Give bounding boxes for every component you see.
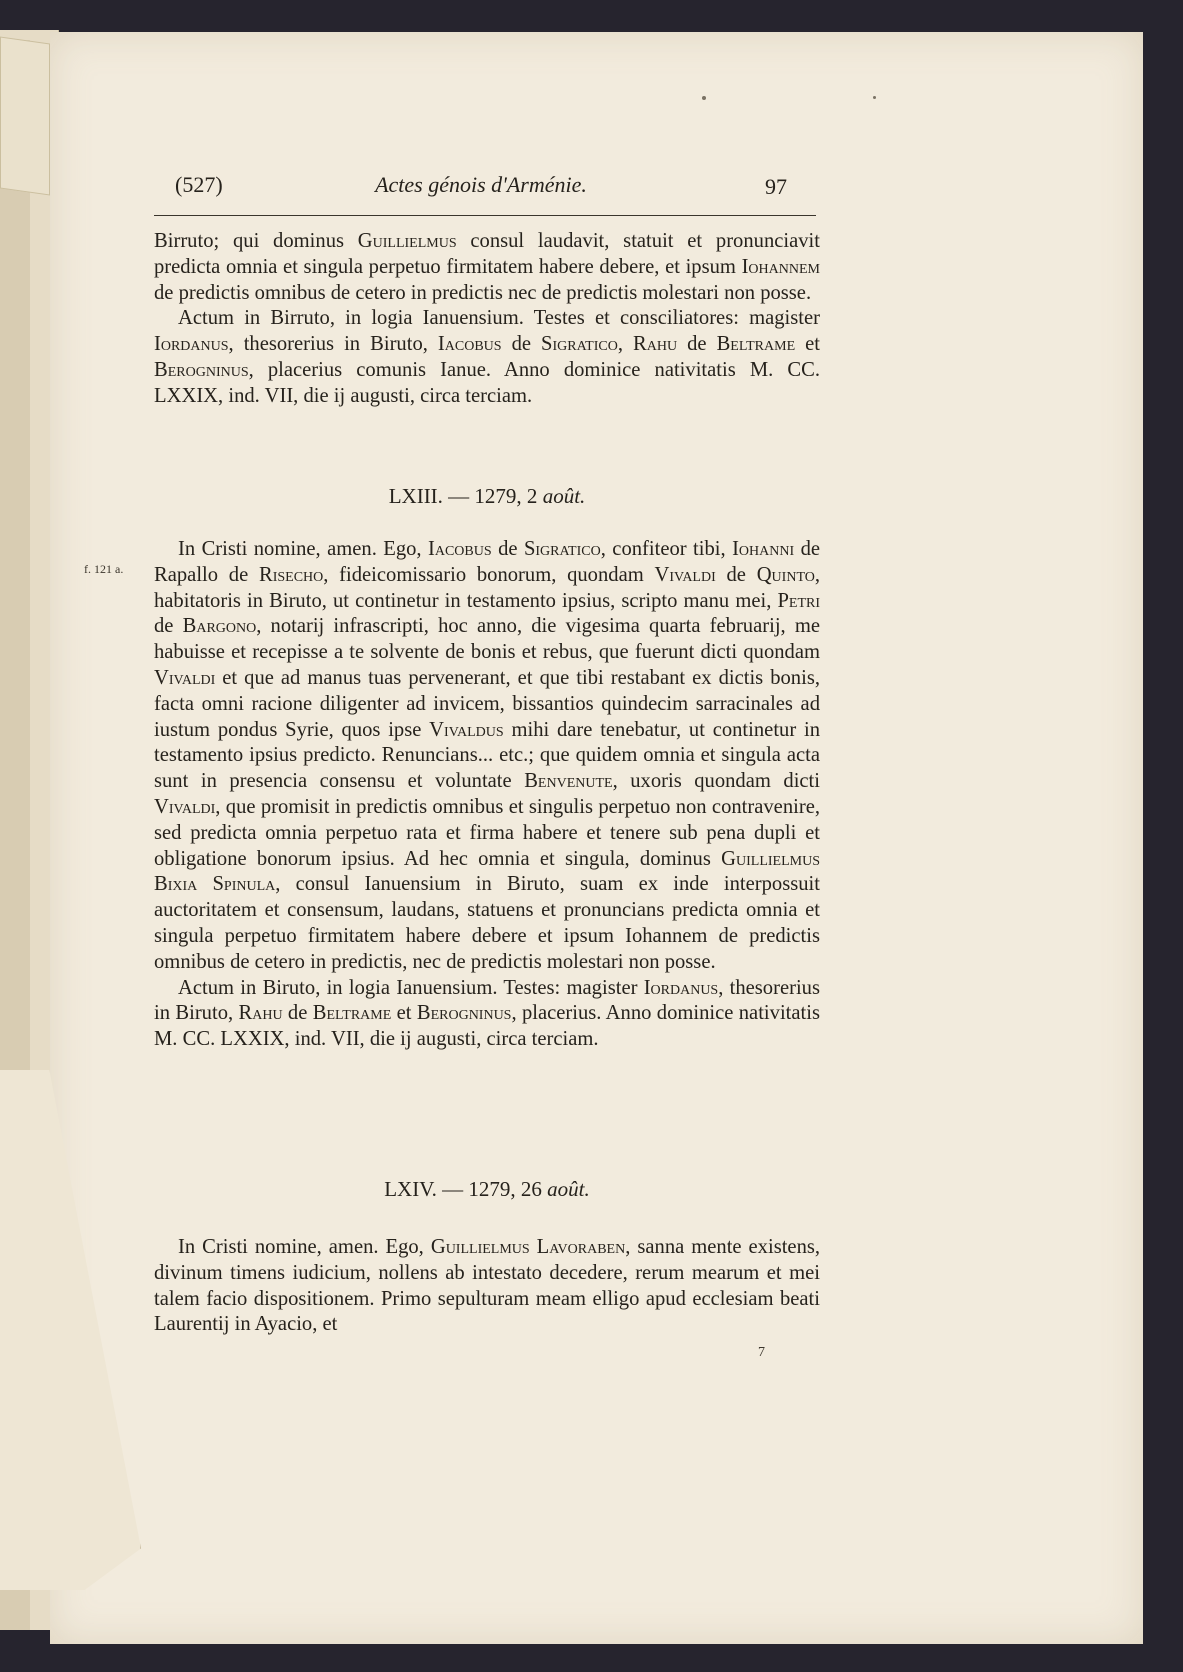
page-reference: (527) — [175, 172, 223, 197]
section-heading: LXIII. — 1279, 2 août. — [388, 484, 586, 508]
paragraph: In Cristi nomine, amen. Ego, Iacobus de Sigratico, confiteor tibi, Iohanni de Rapallo de Risecho, fideicomissario bonorum, quondam Vivaldi de Quinto, habitatoris in Biruto, ut continetur in testamento ipsius, scripto manu mei, Petri de Bargono, notarij infrascripti, hoc anno, die vigesima quarta februarij, me habuisse et recepisse a te solvente de bonis et rebus, que fuerunt dicti quondam Vivaldi et que ad manus tuas pervenerant, et que tibi restabant ex dictis bonis, facta omni racione diligenter ad invicem, bissantios quindecim sarracinales ad iustum pondus Syrie, quos ipse Vivaldus mihi dare tenebatur, ut continetur in testamento ipsius predicto. Renuncians... etc.; que quidem omnia et singula acta sunt in presencia consensu et voluntate Benvenute, uxoris quondam dicti Vivaldi, que promisit in predictis omnibus et singulis perpetuo non contravenire, sed predicta omnia perpetuo rata et firma habere et tenere sub pena dupli et obligatione bonorum ipsius. Ad hec omnia et singula, dominus Guillielmus Bixia Spinula, consul Ianuensium in Biruto, suam ex inde interpossuit auctoritatem et consensum, laudans, statuens et pronuncians predicta omnia et singula perpetuo firmitatem habere debere et ipsum Iohannem de predictis omnibus de cetero in predictis, nec de predictis molestari non posse. — [154, 538, 821, 973]
header-rule — [154, 215, 816, 216]
text-block-2 — [154, 537, 820, 1053]
signature-mark: 7 — [758, 1345, 765, 1360]
page-number: 97 — [765, 174, 787, 199]
text-block-3 — [154, 1235, 820, 1338]
paper-speck — [873, 96, 876, 99]
running-header — [175, 172, 787, 202]
margin-note: f. 121 a. — [84, 562, 124, 576]
text-block-1 — [154, 229, 820, 410]
paragraph: Actum in Biruto, in logia Ianuensium. Testes: magister Iordanus, thesorerius in Biruto, Rahu de Beltrame et Berogninus, placerius. Anno dominice nativitatis M. CC. LXXIX, ind. VII, die ij augusti, circa terciam. — [154, 976, 820, 1051]
running-title: Actes génois d'Arménie. — [375, 172, 587, 197]
paper-speck — [702, 96, 706, 100]
paragraph: Birruto; qui dominus Guillielmus consul laudavit, statuit et pronunciavit predicta omnia et singula perpetuo firmitatem habere debere, et ipsum Iohannem de predictis omnibus de cetero in predictis nec de predictis molestari non posse. — [154, 230, 820, 304]
paragraph: In Cristi nomine, amen. Ego, Guillielmus Lavoraben, sanna mente existens, divinum timens iudicium, nollens ab intestato decedere, rerum mearum et mei talem facio dispositionem. Primo sepulturam meam elligo apud ecclesiam beati Laurentij in Ayacio, et — [154, 1236, 821, 1336]
paragraph: Actum in Birruto, in logia Ianuensium. Testes et consciliatores: magister Iordanus, thesorerius in Biruto, Iacobus de Sigratico, Rahu de Beltrame et Berogninus, placerius comunis Ianue. Anno dominice nativitatis M. CC. LXXIX, ind. VII, die ij augusti, circa terciam. — [154, 307, 821, 407]
section-heading: LXIV. — 1279, 26 août. — [384, 1177, 590, 1201]
paper-tab — [0, 36, 50, 195]
